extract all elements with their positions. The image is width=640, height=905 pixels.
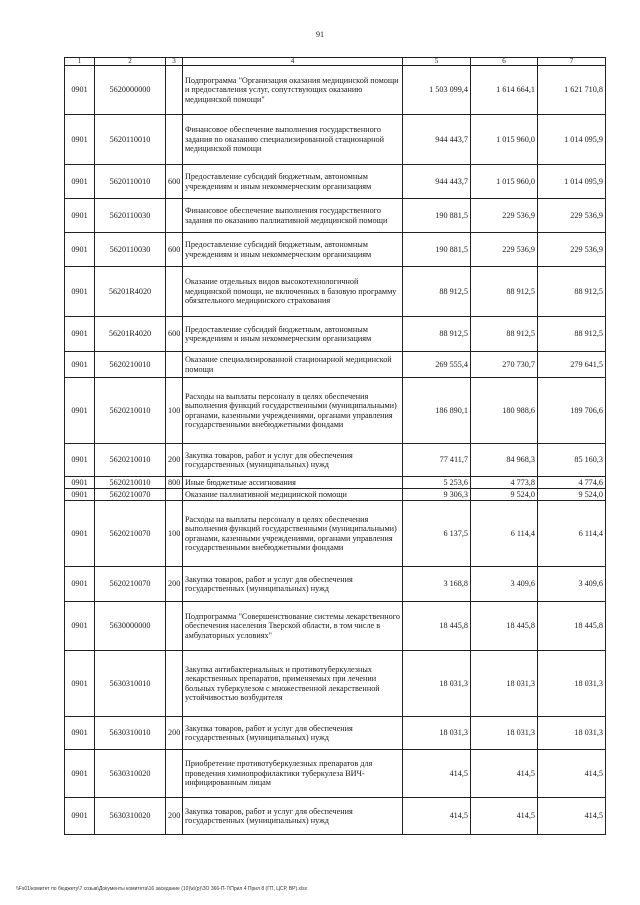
amount-col6-cell: 4 773,8 (471, 477, 538, 489)
expense-type-cell (166, 267, 183, 317)
column-header: 4 (183, 58, 403, 66)
section-code-cell: 0901 (65, 233, 95, 267)
amount-col5-cell: 944 443,7 (403, 115, 471, 165)
section-code-cell: 0901 (65, 750, 95, 798)
expense-type-cell (166, 352, 183, 378)
amount-col5-cell: 18 031,3 (403, 651, 471, 717)
table-row (65, 489, 606, 501)
amount-col7-cell: 88 912,5 (538, 267, 606, 317)
item-name-cell: Предоставление субсидий бюджетным, автономным учреждениям и иным некоммерческим организациям (183, 165, 403, 199)
section-code-cell: 0901 (65, 489, 95, 501)
amount-col5-cell: 186 890,1 (403, 378, 471, 444)
section-code-cell: 0901 (65, 567, 95, 602)
table-row (65, 477, 606, 489)
expense-type-cell: 800 (166, 477, 183, 489)
amount-col6-cell: 18 445,8 (471, 602, 538, 651)
amount-col7-cell: 1 014 095,9 (538, 115, 606, 165)
amount-col5-cell: 269 555,4 (403, 352, 471, 378)
item-name-cell: Предоставление субсидий бюджетным, автономным учреждениям и иным некоммерческим организациям (183, 233, 403, 267)
amount-col6-cell: 229 536,9 (471, 233, 538, 267)
amount-col6-cell: 18 031,3 (471, 651, 538, 717)
section-code-cell: 0901 (65, 651, 95, 717)
item-name-cell: Финансовое обеспечение выполнения государственного задания по оказанию паллиативной медицинской помощи (183, 199, 403, 233)
budget-table (64, 57, 606, 835)
item-name-cell: Оказание специализированной стационарной медицинской помощи (183, 352, 403, 378)
amount-col6-cell: 6 114,4 (471, 501, 538, 567)
amount-col6-cell: 88 912,5 (471, 267, 538, 317)
amount-col7-cell: 414,5 (538, 798, 606, 835)
target-article-cell: 5620110030 (95, 233, 166, 267)
amount-col5-cell: 9 306,3 (403, 489, 471, 501)
item-name-cell: Иные бюджетные ассигнования (183, 477, 403, 489)
table-row (65, 501, 606, 567)
table-row (65, 750, 606, 798)
amount-col5-cell: 3 168,8 (403, 567, 471, 602)
table-row (65, 567, 606, 602)
expense-type-cell: 600 (166, 233, 183, 267)
item-name-cell: Подпрограмма "Организация оказания медицинской помощи и предоставления услуг, сопутствующих оказанию медицинской помощи" (183, 66, 403, 115)
table-row (65, 199, 606, 233)
amount-col6-cell: 270 730,7 (471, 352, 538, 378)
amount-col7-cell: 88 912,5 (538, 317, 606, 352)
table-row (65, 444, 606, 477)
target-article-cell: 56201R4020 (95, 317, 166, 352)
expense-type-cell: 200 (166, 444, 183, 477)
table-row (65, 165, 606, 199)
page-number: 91 (316, 30, 324, 39)
amount-col7-cell: 414,5 (538, 750, 606, 798)
section-code-cell: 0901 (65, 378, 95, 444)
target-article-cell: 5620210010 (95, 444, 166, 477)
amount-col5-cell: 18 031,3 (403, 717, 471, 750)
amount-col7-cell: 85 160,3 (538, 444, 606, 477)
table-row (65, 651, 606, 717)
target-article-cell: 5620110010 (95, 115, 166, 165)
amount-col6-cell: 18 031,3 (471, 717, 538, 750)
amount-col7-cell: 4 774,6 (538, 477, 606, 489)
amount-col6-cell: 180 988,6 (471, 378, 538, 444)
amount-col7-cell: 1 621 710,8 (538, 66, 606, 115)
item-name-cell: Оказание паллиативной медицинской помощи (183, 489, 403, 501)
amount-col5-cell: 190 881,5 (403, 199, 471, 233)
amount-col7-cell: 18 031,3 (538, 717, 606, 750)
amount-col7-cell: 9 524,0 (538, 489, 606, 501)
expense-type-cell: 600 (166, 317, 183, 352)
amount-col5-cell: 944 443,7 (403, 165, 471, 199)
amount-col5-cell: 5 253,6 (403, 477, 471, 489)
expense-type-cell (166, 750, 183, 798)
section-code-cell: 0901 (65, 798, 95, 835)
column-header: 1 (65, 58, 95, 66)
amount-col5-cell: 6 137,5 (403, 501, 471, 567)
amount-col5-cell: 414,5 (403, 798, 471, 835)
item-name-cell: Закупка товаров, работ и услуг для обеспечения государственных (муниципальных) нужд (183, 717, 403, 750)
target-article-cell: 5620210010 (95, 352, 166, 378)
section-code-cell: 0901 (65, 444, 95, 477)
item-name-cell: Финансовое обеспечение выполнения государственного задания по оказанию специализированной стационарной медицинской помощи (183, 115, 403, 165)
table-row (65, 378, 606, 444)
table-row (65, 602, 606, 651)
target-article-cell: 5630310020 (95, 798, 166, 835)
amount-col5-cell: 190 881,5 (403, 233, 471, 267)
target-article-cell: 5630000000 (95, 602, 166, 651)
item-name-cell: Закупка товаров, работ и услуг для обеспечения государственных (муниципальных) нужд (183, 798, 403, 835)
amount-col7-cell: 189 706,6 (538, 378, 606, 444)
item-name-cell: Расходы на выплаты персоналу в целях обеспечения выполнения функций государственными (муниципальными) органами, казенными учреждениями, органами управления государственными внебюджетными фондами (183, 501, 403, 567)
expense-type-cell: 200 (166, 717, 183, 750)
target-article-cell: 5620210010 (95, 378, 166, 444)
section-code-cell: 0901 (65, 165, 95, 199)
table-row (65, 115, 606, 165)
table-row (65, 233, 606, 267)
amount-col7-cell: 18 031,3 (538, 651, 606, 717)
expense-type-cell (166, 66, 183, 115)
item-name-cell: Закупка антибактериальных и противотуберкулезных лекарственных препаратов, применяемых при лечении больных туберкулезом с множественной лекарственной устойчивостью возбудителя (183, 651, 403, 717)
amount-col5-cell: 18 445,8 (403, 602, 471, 651)
expense-type-cell (166, 651, 183, 717)
target-article-cell: 5620000000 (95, 66, 166, 115)
column-header: 6 (471, 58, 538, 66)
target-article-cell: 56201R4020 (95, 267, 166, 317)
target-article-cell: 5620210070 (95, 489, 166, 501)
amount-col5-cell: 1 503 099,4 (403, 66, 471, 115)
target-article-cell: 5620210070 (95, 501, 166, 567)
amount-col6-cell: 88 912,5 (471, 317, 538, 352)
table-row (65, 717, 606, 750)
section-code-cell: 0901 (65, 352, 95, 378)
amount-col6-cell: 84 968,3 (471, 444, 538, 477)
expense-type-cell (166, 199, 183, 233)
column-header: 3 (166, 58, 183, 66)
item-name-cell: Подпрограмма "Совершенствование системы лекарственного обеспечения населения Тверской области, в том числе в амбулаторных условиях" (183, 602, 403, 651)
table-row (65, 317, 606, 352)
file-path-footer: \\Fs01\комитет по бюджету\7 созыв\Документы комитета\16 заседание (10)\к\(р)\ЗО 366-П-7\Прил 4 Прил 8 (ГП, ЦСР, ВР).xlsx (16, 886, 308, 892)
target-article-cell: 5630310010 (95, 717, 166, 750)
amount-col7-cell: 229 536,9 (538, 233, 606, 267)
column-header: 2 (95, 58, 166, 66)
amount-col5-cell: 88 912,5 (403, 317, 471, 352)
amount-col7-cell: 3 409,6 (538, 567, 606, 602)
amount-col5-cell: 88 912,5 (403, 267, 471, 317)
item-name-cell: Расходы на выплаты персоналу в целях обеспечения выполнения функций государственными (муниципальными) органами, казенными учреждениями, органами управления государственными внебюджетными фондами (183, 378, 403, 444)
amount-col6-cell: 1 015 960,0 (471, 115, 538, 165)
table-header-row (65, 58, 606, 66)
target-article-cell: 5630310010 (95, 651, 166, 717)
item-name-cell: Закупка товаров, работ и услуг для обеспечения государственных (муниципальных) нужд (183, 444, 403, 477)
item-name-cell: Приобретение противотуберкулезных препаратов для проведения химиопрофилактики туберкулеза ВИЧ-инфицированным лицам (183, 750, 403, 798)
amount-col7-cell: 229 536,9 (538, 199, 606, 233)
amount-col7-cell: 18 445,8 (538, 602, 606, 651)
table-row (65, 267, 606, 317)
expense-type-cell: 100 (166, 501, 183, 567)
target-article-cell: 5620110030 (95, 199, 166, 233)
amount-col6-cell: 414,5 (471, 750, 538, 798)
target-article-cell: 5620210010 (95, 477, 166, 489)
amount-col7-cell: 1 014 095,9 (538, 165, 606, 199)
amount-col6-cell: 9 524,0 (471, 489, 538, 501)
expense-type-cell (166, 489, 183, 501)
table-row (65, 66, 606, 115)
item-name-cell: Оказание отдельных видов высокотехнологичной медицинской помощи, не включенных в базовую программу обязательного медицинского страхования (183, 267, 403, 317)
amount-col7-cell: 6 114,4 (538, 501, 606, 567)
section-code-cell: 0901 (65, 66, 95, 115)
expense-type-cell (166, 115, 183, 165)
amount-col5-cell: 77 411,7 (403, 444, 471, 477)
amount-col7-cell: 279 641,5 (538, 352, 606, 378)
amount-col6-cell: 1 015 960,0 (471, 165, 538, 199)
section-code-cell: 0901 (65, 115, 95, 165)
expense-type-cell: 100 (166, 378, 183, 444)
section-code-cell: 0901 (65, 267, 95, 317)
section-code-cell: 0901 (65, 477, 95, 489)
expense-type-cell: 200 (166, 798, 183, 835)
amount-col5-cell: 414,5 (403, 750, 471, 798)
amount-col6-cell: 229 536,9 (471, 199, 538, 233)
expense-type-cell: 600 (166, 165, 183, 199)
table-row (65, 352, 606, 378)
target-article-cell: 5630310020 (95, 750, 166, 798)
expense-type-cell: 200 (166, 567, 183, 602)
section-code-cell: 0901 (65, 602, 95, 651)
column-header: 7 (538, 58, 606, 66)
amount-col6-cell: 414,5 (471, 798, 538, 835)
expense-type-cell (166, 602, 183, 651)
section-code-cell: 0901 (65, 501, 95, 567)
section-code-cell: 0901 (65, 717, 95, 750)
target-article-cell: 5620110010 (95, 165, 166, 199)
target-article-cell: 5620210070 (95, 567, 166, 602)
section-code-cell: 0901 (65, 199, 95, 233)
table-row (65, 798, 606, 835)
column-header: 5 (403, 58, 471, 66)
amount-col6-cell: 3 409,6 (471, 567, 538, 602)
section-code-cell: 0901 (65, 317, 95, 352)
item-name-cell: Предоставление субсидий бюджетным, автономным учреждениям и иным некоммерческим организациям (183, 317, 403, 352)
amount-col6-cell: 1 614 664,1 (471, 66, 538, 115)
item-name-cell: Закупка товаров, работ и услуг для обеспечения государственных (муниципальных) нужд (183, 567, 403, 602)
